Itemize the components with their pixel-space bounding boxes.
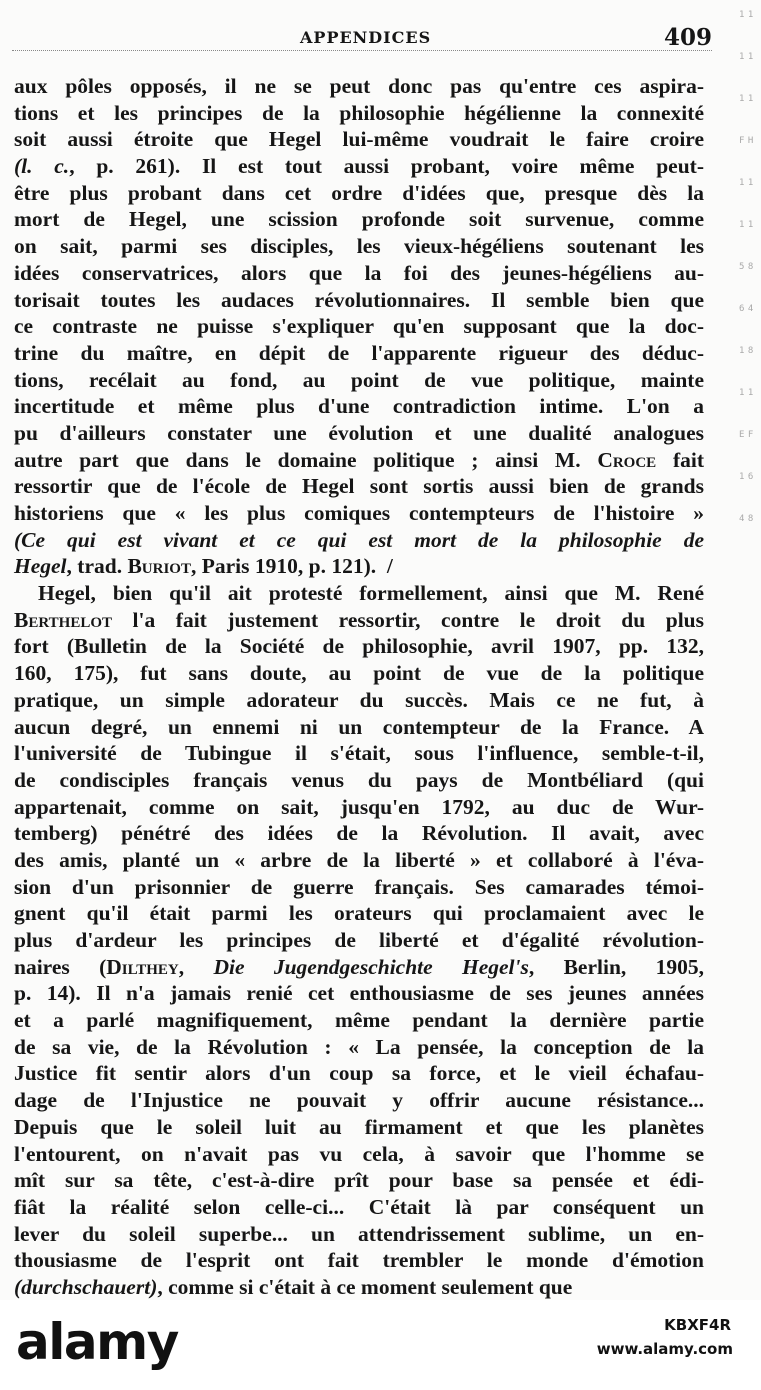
text-run: pu d'ailleurs constater une évolution et une dualité analogues bbox=[14, 420, 704, 445]
image-id: KBXF4R bbox=[664, 1316, 731, 1334]
text-run: tions, recélait au fond, au point de vue politique, mainte bbox=[14, 367, 704, 392]
text-line bbox=[14, 447, 704, 474]
text-line bbox=[14, 847, 704, 874]
text-line bbox=[14, 527, 704, 554]
paragraph-2 bbox=[14, 580, 704, 1300]
text-line bbox=[14, 794, 704, 821]
text-line bbox=[14, 1141, 704, 1168]
text-line bbox=[14, 287, 704, 314]
running-title: APPENDICES bbox=[300, 28, 432, 47]
text-line bbox=[14, 954, 704, 981]
text-run: dage de l'Injustice ne pouvait y offrir aucune résistance... bbox=[14, 1088, 704, 1113]
body-text bbox=[14, 73, 704, 1300]
text-run: et a parlé magnifiquement, même pendant la dernière partie bbox=[14, 1008, 704, 1033]
text-line bbox=[14, 874, 704, 901]
text-line bbox=[14, 1274, 704, 1300]
text-line bbox=[14, 980, 704, 1007]
text-run: torisait toutes les audaces révolutionnaires. Il semble bien que bbox=[14, 287, 704, 312]
text-run: p. 14). Il n'a jamais renié cet enthousiasme de ses jeunes années bbox=[14, 981, 704, 1006]
text-run: l'université de Tubingue il s'était, sous l'influence, semble-t-il, bbox=[14, 741, 704, 766]
text-run: thousiasme de l'esprit ont fait trembler le monde d'émotion bbox=[14, 1248, 704, 1273]
text-run bbox=[376, 554, 387, 578]
text-run: mît sur sa tête, c'est-à-dire prît pour base sa pensée et édi- bbox=[14, 1168, 704, 1193]
text-run: , comme si c'était à ce moment seulement que bbox=[157, 1274, 573, 1299]
watermark-bar bbox=[0, 1300, 761, 1390]
text-line bbox=[14, 1060, 704, 1087]
text-line bbox=[14, 393, 704, 420]
text-line bbox=[14, 313, 704, 340]
text-run: Die Jugendgeschichte Hegel's bbox=[213, 954, 529, 979]
text-run: on sait, parmi ses disciples, les vieux-hégéliens soutenant les bbox=[14, 234, 704, 259]
text-line bbox=[14, 420, 704, 447]
text-run: aux pôles opposés, il ne se peut donc pas qu'entre ces aspira- bbox=[14, 74, 704, 98]
text-run: (l. c. bbox=[14, 154, 70, 179]
text-run: fiât la réalité selon celle-ci... C'était là par conséquent un bbox=[14, 1194, 704, 1219]
text-run: , bbox=[178, 954, 214, 979]
text-line bbox=[14, 260, 704, 287]
text-run: l'entourent, on n'avait pas vu cela, à savoir que l'homme se bbox=[14, 1141, 704, 1166]
text-line bbox=[14, 1087, 704, 1114]
text-run: pratique, un simple adorateur du succès. Mais ce ne fut, à bbox=[14, 687, 704, 712]
text-run: historiens que « les plus comiques contempteurs de l'histoire » bbox=[14, 501, 704, 525]
text-line bbox=[14, 714, 704, 741]
text-run: sion d'un prisonnier de guerre français. Ses camarades témoi- bbox=[14, 874, 704, 899]
text-run: , Berlin, 1905, bbox=[528, 954, 704, 979]
text-line bbox=[14, 180, 704, 207]
text-run: ressortir que de l'école de Hegel sont sortis aussi bien de grands bbox=[14, 474, 704, 499]
text-run: (Ce qui est vivant et ce qui est mort de la philosophie de bbox=[14, 527, 704, 552]
text-run: Justice fit sentir alors d'un coup sa force, et le vieil échafau- bbox=[14, 1061, 704, 1086]
text-run: lever du soleil superbe... un attendrissement sublime, un en- bbox=[14, 1221, 704, 1246]
text-run: être plus probant dans cet ordre d'idées que, presque dès la bbox=[14, 180, 704, 205]
text-run: soit aussi étroite que Hegel lui-même voudrait le faire croire bbox=[14, 127, 704, 152]
text-line bbox=[14, 553, 704, 580]
text-line bbox=[14, 1194, 704, 1221]
text-run: Hegel bbox=[14, 554, 67, 579]
page-edge-marks: 1 1 1 1 1 1 F H 1 1 1 1 5 8 6 4 1 8 1 1 E F 1 6 4 8 bbox=[739, 10, 753, 524]
paragraph-1 bbox=[14, 73, 704, 580]
text-run: des amis, planté un « arbre de la liberté » et collaboré à l'éva- bbox=[14, 847, 704, 872]
text-line bbox=[14, 1007, 704, 1034]
text-line bbox=[14, 100, 704, 127]
text-line bbox=[14, 580, 704, 607]
text-line bbox=[14, 740, 704, 767]
text-run: naires ( bbox=[14, 954, 107, 979]
text-run: / bbox=[386, 554, 393, 579]
text-line bbox=[14, 633, 704, 660]
text-run: l'a fait justement ressortir, contre le droit du plus bbox=[112, 607, 704, 632]
site-url: www.alamy.com bbox=[596, 1340, 733, 1358]
text-run: Buriot bbox=[127, 554, 191, 579]
text-line bbox=[14, 1221, 704, 1248]
header-rule bbox=[12, 50, 712, 51]
text-line bbox=[14, 73, 704, 100]
text-line bbox=[14, 233, 704, 260]
text-run: fait bbox=[656, 447, 704, 472]
text-run: (durchschauert) bbox=[14, 1274, 158, 1299]
text-line bbox=[14, 340, 704, 367]
text-run: 160, 175), fut sans doute, au point de vue de la politique bbox=[14, 661, 704, 686]
text-line bbox=[14, 206, 704, 233]
text-line bbox=[14, 1034, 704, 1061]
text-line bbox=[14, 660, 704, 687]
page-number: 409 bbox=[663, 24, 712, 51]
text-run: idées conservatrices, alors que la foi des jeunes-hégéliens au- bbox=[14, 260, 704, 285]
running-header bbox=[12, 24, 712, 54]
text-line bbox=[14, 367, 704, 394]
text-run: autre part que dans le domaine politique ; ainsi M. bbox=[14, 447, 598, 472]
text-run: fort (Bulletin de la Société de philosophie, avril 1907, pp. 132, bbox=[14, 634, 704, 659]
text-line bbox=[14, 126, 704, 153]
text-line bbox=[14, 500, 704, 527]
text-line bbox=[14, 153, 704, 180]
text-line bbox=[14, 820, 704, 847]
text-line bbox=[14, 1167, 704, 1194]
text-run: Berthelot bbox=[14, 607, 113, 632]
text-run: gnent qu'il était parmi les orateurs qui proclamaient avec le bbox=[14, 901, 704, 926]
text-run: ce contraste ne puisse s'expliquer qu'en supposant que la doc- bbox=[14, 314, 704, 339]
text-run: trine du maître, en dépit de l'apparente rigueur des déduc- bbox=[14, 340, 704, 365]
text-line bbox=[14, 1114, 704, 1141]
text-run: de condisciples français venus du pays de Montbéliard (qui bbox=[14, 767, 704, 792]
text-run: plus d'ardeur les principes de liberté et d'égalité révolution- bbox=[14, 928, 704, 952]
text-run: incertitude et même plus d'une contradiction intime. L'on a bbox=[14, 394, 704, 419]
text-run: Depuis que le soleil luit au firmament et que les planètes bbox=[14, 1114, 704, 1139]
text-run: tions et les principes de la philosophie hégélienne la connexité bbox=[14, 100, 704, 125]
text-run: Croce bbox=[597, 447, 657, 472]
text-line bbox=[14, 473, 704, 500]
text-run: appartenait, comme on sait, jusqu'en 1792, au duc de Wur- bbox=[14, 794, 704, 819]
text-line bbox=[14, 687, 704, 714]
text-run: de sa vie, de la Révolution : « La pensée, la conception de la bbox=[14, 1034, 704, 1059]
text-line bbox=[14, 767, 704, 794]
text-line bbox=[14, 927, 704, 954]
text-run: Dilthey bbox=[106, 954, 179, 979]
text-line bbox=[14, 607, 704, 634]
alamy-logo: alamy bbox=[16, 1313, 178, 1371]
text-line bbox=[14, 900, 704, 927]
text-run: aucun degré, un ennemi ni un contempteur de la France. A bbox=[14, 714, 704, 739]
text-run: Hegel, bien qu'il ait protesté formellement, ainsi que M. René bbox=[38, 581, 704, 606]
text-run: , p. 261). Il est tout aussi probant, voire même peut- bbox=[69, 154, 704, 179]
text-run: mort de Hegel, une scission profonde soit survenue, comme bbox=[14, 207, 704, 232]
text-run: temberg) pénétré des idées de la Révolution. Il avait, avec bbox=[14, 821, 704, 846]
text-run: , Paris 1910, p. 121). bbox=[190, 554, 377, 579]
text-run: , trad. bbox=[66, 554, 128, 579]
text-line bbox=[14, 1247, 704, 1274]
